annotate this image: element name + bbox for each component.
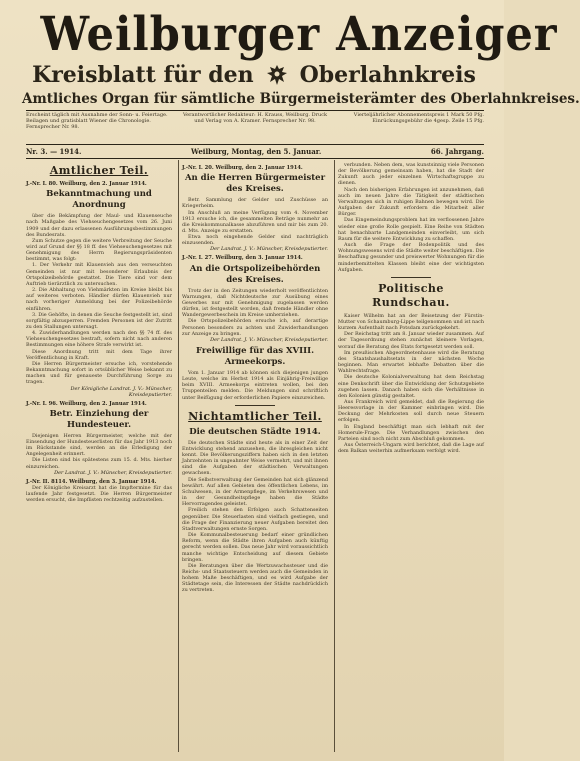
- article-reference: J.-Nr. I. 80. Weilburg, den 2. Januar 1914.: [26, 181, 147, 187]
- paragraph: 4. Zuwiderhandlungen werden nach den §§ 74 ff. des Viehseuchengesetzes bestraft, sofern nicht nach anderen Bestimmungen eine höhere Strafe verwirkt ist.: [26, 330, 172, 349]
- article-title: Freiwillige für das XVIII. Armeekorps.: [195, 345, 315, 367]
- paragraph: Die Herren Bürgermeister ersuche ich, vorstehende Bekanntmachung sofort in ortsüblicher Weise bekannt zu machen und für genaueste Durchführung Sorge zu tragen.: [26, 360, 172, 386]
- column-1: [26, 162, 172, 752]
- section-heading-amtlicher: Amtlicher Teil.: [49, 164, 149, 177]
- subtitle-right: Oberlahnkreis: [299, 62, 476, 88]
- paragraph: Der Reichstag tritt am 8. Januar wieder zusammen. Auf der Tagesordnung stehen zunächst kleinere Vorlagen, worauf die Beratung des Etats fortgesetzt werden soll.: [338, 331, 484, 350]
- paragraph: Im Anschluß an meine Verfügung vom 4. November 1913 ersuche ich, die gesammelten Beträge nunmehr an die Kreiskommunalkasse abzuführen und mir bis zum 20. d. Mts. Anzeige zu erstatten.: [182, 209, 328, 234]
- paragraph: Trotz der in den Zeitungen wiederholt veröffentlichten Warnungen, daß Nichtdeutsche zur Ausübung eines Gewerbes nur mit Genehmigung zugelassen werden dürfen, ist festgestellt worden, daß fremde Händler ohne Wandergewerbeschein im Kreise umherziehen.: [182, 287, 328, 319]
- paragraph: Das Eingemeindungsproblem hat im verflossenen Jahre wieder eine große Rolle gespielt. Eine Reihe von Städten hat benachbarte Landgemeinden einverleibt, um sich Raum für die weitere Entwicklung zu schaffen.: [338, 217, 484, 242]
- issue-number: Nr. 3. — 1914.: [26, 146, 82, 156]
- paragraph: Freilich stehen den Erfolgen auch Schattenseiten gegenüber. Die Steuerlasten sind vielfach gestiegen, und die Frage der Finanzierung neuer Aufgaben bereitet den Stadtverwaltungen ernste Sorgen.: [182, 507, 328, 532]
- paragraph: 2. Die Abhaltung von Viehmärkten im Kreise bleibt bis auf weiteres verboten. Händler dürfen Klauenvieh nur nach vorheriger Anmeldung bei der Polizeibehörde einführen.: [26, 287, 172, 312]
- article-reference: J.-Nr. I. 27. Weilburg, den 3. Januar 1914.: [182, 255, 303, 262]
- paragraph: Die deutschen Städte sind heute als in einer Zeit der Entwicklung stehend anzusehen, die ihresgleichen nicht kennt. Die Bevölkerungsziffern haben sich in den letzten Jahrzehnten in ungeahnter Weise vermehrt, und mit ihnen sind die Aufgaben der städtischen Verwaltungen gewachsen.: [182, 439, 328, 477]
- column-2: [182, 162, 328, 752]
- paragraph: Nach den bisherigen Erfahrungen ist anzunehmen, daß auch im neuen Jahre die Tätigkeit der städtischen Verwaltungen sich in ruhigen Bahnen bewegen wird. Die Aufgaben der Zukunft erfordern die Mitarbeit aller Bürger.: [338, 186, 484, 218]
- subtitle-left: Kreisblatt für den: [32, 62, 254, 88]
- column-divider: [334, 160, 335, 752]
- paragraph: Im preußischen Abgeordnetenhause wird die Beratung des Staatshaushaltsetats in der nächsten Woche beginnen. Man erwartet lebhafte Debatten über die Wahlrechtsfrage.: [338, 349, 484, 375]
- issue-date: Weilburg, Montag, den 5. Januar.: [191, 146, 322, 156]
- signature: Der Königliche Landrat. J. V.: Münscher, Kreisdeputierter.: [70, 385, 172, 398]
- masthead-rule: [26, 110, 484, 111]
- article-reference: J.-Nr. I. 20. Weilburg, den 2. Januar 1914.: [182, 165, 303, 171]
- info-rule: [26, 144, 484, 145]
- paragraph: Zum Schutze gegen die weitere Verbreitung der Seuche wird auf Grund der §§ 18 ff. des Viehseuchengesetzes mit Genehmigung des Herrn Regierungspräsidenten bestimmt, was folgt:: [26, 237, 172, 263]
- masthead: [22, 7, 580, 108]
- article-title: Betr. Einziehung der Hundesteuer.: [49, 408, 149, 430]
- article-title: Bekanntmachung und Anordnung: [46, 189, 152, 211]
- paragraph: Betr. Sammlung der Gelder und Zuschüsse an Kriegerheim.: [182, 197, 328, 210]
- article-title: An die Herren Bürgermeister des Kreises.: [184, 173, 326, 195]
- signature: Der Landrat. J. V.: Münscher, Kreisdeputierter.: [210, 336, 328, 343]
- eagle-crest-icon: [264, 62, 290, 88]
- info-right: Vierteljährlicher Abonnementspreis 1 Mark 50 Pfg. Einrückungsgebühr die 4gesp. Zeile 15 Pfg.: [353, 112, 484, 125]
- publisher-info: [26, 112, 484, 142]
- column-divider: [178, 160, 179, 752]
- paragraph: Diese Anordnung tritt mit dem Tage ihrer Veröffentlichung in Kraft.: [26, 348, 172, 361]
- paragraph: Der Königliche Kreisarzt hat die Impftermine für das laufende Jahr festgesetzt. Die Herren Bürgermeister werden ersucht, die Impflisten rechtzeitig aufzustellen.: [26, 484, 172, 504]
- volume: 66. Jahrgang.: [430, 146, 484, 156]
- paragraph: 3. Die Gehöfte, in denen die Seuche festgestellt ist, sind sorgfältig abzusperren. Fremden Personen ist der Zutritt zu den Stallungen untersagt.: [26, 311, 172, 331]
- dateline-rule: [26, 158, 484, 159]
- paragraph: Diejenigen Herren Bürgermeister, welche mit der Einsendung der Hundesteuerlisten für das Jahr 1913 noch im Rückstande sind, werden an die Erledigung der Angelegenheit erinnert.: [26, 432, 172, 458]
- paragraph: Vom 1. Januar 1914 ab können sich diejenigen jungen Leute, welche im Herbst 1914 als Einjährig-Freiwillige beim XVIII. Armeekorps eintreten wollen, bei den Truppenteilen melden. Die Meldungen sind schriftlich unter Beifügung der erforderlichen Papiere einzureichen.: [182, 369, 328, 401]
- paragraph: Die Beratungen über die Wertzuwachssteuer und die Reichs- und Staatssteuern werden auch die Gemeinden in hohem Maße beschäftigen, und es wird Aufgabe der Städtetage sein, die Interessen der Städte nachdrücklich zu vertreten.: [182, 562, 328, 594]
- info-center: Verantwortlicher Redakteur: H. Krauss, Weilburg. Druck und Verlag von A. Kramer. Fernsprecher Nr. 98.: [182, 112, 328, 125]
- column-3: [338, 162, 484, 752]
- paragraph: über die Bekämpfung der Maul- und Klauenseuche nach Maßgabe des Viehseuchengesetzes vom 26. Juni 1909 und der dazu erlassenen Ausführungsbestimmungen des Bundesrats.: [26, 213, 172, 238]
- paragraph: Etwa noch eingehende Gelder sind nachträglich einzusenden.: [182, 234, 328, 247]
- paragraph: In England beschäftigt man sich lebhaft mit der Homerule-Frage. Die Verhandlungen zwischen den Parteien sind noch nicht zum Abschluß gekommen.: [338, 423, 484, 442]
- signature: Der Landrat. J. V.: Münscher, Kreisdeputierter.: [210, 246, 328, 253]
- info-left: Erscheint täglich mit Ausnahme der Sonn- u. Feiertage. Beilagen und gratisblatt Wiener die Chronologie. Fernsprecher Nr. 98.: [26, 112, 168, 131]
- article-title: Die deutschen Städte 1914.: [189, 426, 321, 437]
- section-heading-politische: Politische Rundschau.: [372, 281, 450, 309]
- paragraph: Die Selbstverwaltung der Gemeinden hat sich glänzend bewährt. Auf allen Gebieten des öffentlichen Lebens, im Schulwesen, in der Armenpflege, im Verkehrswesen und in der Gesundheitspflege haben die Städte Hervorragendes geleistet.: [182, 476, 328, 508]
- signature: Der Landrat. J. V.: Münscher, Kreisdeputierter.: [54, 469, 172, 476]
- section-heading-nichtamtlicher: Nichtamtlicher Teil.: [188, 409, 322, 423]
- masthead-subtitle-row: [22, 62, 486, 88]
- paragraph: Kaiser Wilhelm hat an der Beisetzung der Fürstin-Mutter von Schaumburg-Lippe teilgenommen und ist nach kurzem Aufenthalt nach Potsdam zurückgekehrt.: [338, 312, 484, 332]
- paragraph: Die deutsche Kolonialverwaltung hat dem Reichstag eine Denkschrift über die Entwicklung der Schutzgebiete zugehen lassen. Danach haben sich die Verhältnisse in den Kolonien günstig gestaltet.: [338, 374, 484, 399]
- article-reference: J.-Nr. II. 8114. Weilburg, den 3. Januar 1914.: [26, 478, 157, 485]
- masthead-tagline: Amtliches Organ für sämtliche Bürgermeisterämter des Oberlahnkreises.: [22, 91, 580, 107]
- dateline: [26, 146, 484, 156]
- paragraph: Die Ortspolizeibehörden ersuche ich, auf derartige Personen besonders zu achten und Zuwiderhandlungen zur Anzeige zu bringen.: [182, 318, 328, 337]
- paragraph: Die Listen sind bis spätestens zum 15. d. Mts. hierher einzureichen.: [26, 457, 172, 470]
- article-reference: J.-Nr. I. 96. Weilburg, den 2. Januar 1914.: [26, 400, 147, 407]
- paragraph: Auch die Frage der Bodenpolitik und des Wohnungswesens wird die Städte weiter beschäftigen. Die Beschaffung gesunder und preiswerter Wohnungen für die minderbemittelten Klassen bleibt eine der wichtigsten Aufgaben.: [338, 242, 485, 273]
- paragraph: 1. Der Verkehr mit Klauenvieh aus den verseuchten Gemeinden ist nur mit besonderer Erlaubnis der Ortspolizeibehörde gestattet. Die Tiere sind vor dem Auftrieb tierärztlich zu untersuchen.: [26, 262, 172, 287]
- divider: [391, 277, 431, 278]
- newspaper-title: Weilburger Anzeiger: [40, 7, 558, 62]
- paragraph: verbunden. Neben dem, was kunstsinnig viele Personen der Bevölkerung gemeinsam haben, hat die Stadt der Zukunft auch jeder einzelnen Wirtschaftsgruppe zu dienen.: [338, 162, 484, 187]
- article-title: An die Ortspolizeibehörden des Kreises.: [189, 263, 321, 285]
- divider: [235, 405, 275, 406]
- paragraph: Aus Österreich-Ungarn wird berichtet, daß die Lage auf dem Balkan weiterhin aufmerksam verfolgt wird.: [338, 442, 484, 455]
- paragraph: Die Kommunalbesteuerung bedarf einer gründlichen Reform, wenn die Städte ihren Aufgaben auch künftig gerecht werden sollen. Das neue Jahr wird voraussichtlich manche wichtige Entscheidung auf diesem Gebiete bringen.: [182, 532, 328, 563]
- paragraph: Aus Frankreich wird gemeldet, daß die Regierung die Heeresvorlage in der Kammer einbringen wird. Die Deckung der Mehrkosten soll durch neue Steuern erfolgen.: [338, 399, 484, 424]
